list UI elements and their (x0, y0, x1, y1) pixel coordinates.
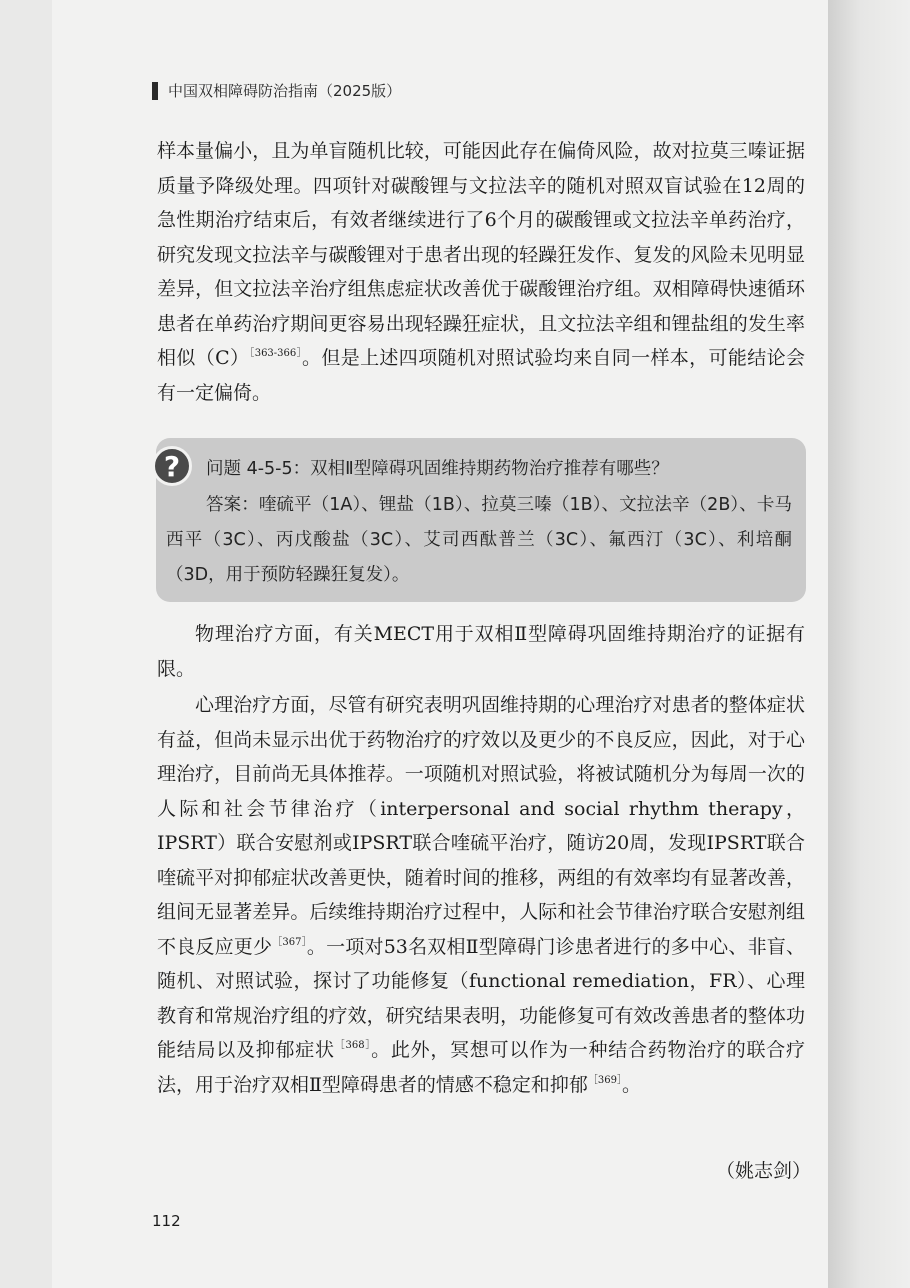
paragraph-3-part3: 。此外，冥想可以作为一种结合药物治疗的联合疗法，用于治疗双相Ⅱ型障碍患者的情感不稳定和抑郁 (157, 1039, 805, 1096)
paragraph-1-body: 样本量偏小，且为单盲随机比较，可能因此存在偏倚风险，故对拉莫三嗪证据质量予降级处理。四项针对碳酸锂与文拉法辛的随机对照双盲试验在12周的急性期治疗结束后，有效者继续进行了6个月的碳酸锂或文拉法辛单药治疗，研究发现文拉法辛与碳酸锂对于患者出现的轻躁狂发作、复发的风险未见明显差异，但文拉法辛治疗组焦虑症状改善优于碳酸锂治疗组。双相障碍快速循环患者在单药治疗期间更容易出现轻躁狂症状，且文拉法辛组和锂盐组的发生率相似（C） (157, 140, 805, 369)
paragraph-3 (157, 688, 805, 1102)
page-spine-shadow (828, 0, 910, 1288)
header-marker (152, 82, 158, 100)
qa-answer: 答案：喹硫平（1A）、锂盐（1B）、拉莫三嗪（1B）、文拉法辛（2B）、卡马西平（3C）、丙戊酸盐（3C）、艾司西酞普兰（3C）、氟西汀（3C）、利培酮（3D，用于预防轻躁狂复发）。 (166, 495, 792, 585)
paragraph-1-end: 。但是上述四项随机对照试验均来自同一样本，可能结论会有一定偏倚。 (157, 347, 805, 404)
paragraph-2-text: 物理治疗方面，有关MECT用于双相Ⅱ型障碍巩固维持期治疗的证据有限。 (157, 623, 805, 680)
running-header (152, 80, 401, 101)
paragraph-2 (157, 617, 805, 686)
paragraph-3-text (157, 688, 805, 1102)
citation-367: ［367］ (272, 936, 307, 948)
qa-question: 问题 4-5-5：双相Ⅱ型障碍巩固维持期药物治疗推荐有哪些？ (206, 459, 669, 479)
paragraph-1 (157, 134, 805, 410)
qa-box (156, 438, 806, 602)
citation-363-366: ［363-366］ (249, 348, 302, 359)
paragraph-3-part4: 。 (622, 1073, 642, 1096)
paragraph-3-part2: 。一项对53名双相Ⅱ型障碍门诊患者进行的多中心、非盲、随机、对照试验，探讨了功能修复（functional remediation，FR）、心理教育和常规治疗组的疗效，研究结果表明，功能修复可有效改善患者的整体功能结局以及抑郁症状 (157, 935, 805, 1061)
paragraph-3-part1: 心理治疗方面，尽管有研究表明巩固维持期的心理治疗对患者的整体症状有益，但尚未显示出优于药物治疗的疗效以及更少的不良反应，因此，对于心理治疗，目前尚无具体推荐。一项随机对照试验，将被试随机分为每周一次的人际和社会节律治疗（interpersonal and social rhythm therapy，IPSRT）联合安慰剂或IPSRT联合喹硫平治疗，随访20周，发现IPSRT联合喹硫平对抑郁症状改善更快，随着时间的推移，两组的有效率均有显著改善，组间无显著差异。后续维持期治疗过程中，人际和社会节律治疗联合安慰剂组不良反应更少 (157, 694, 805, 958)
section-author: （姚志剑） (716, 1160, 812, 1182)
citation-368: ［368］ (334, 1040, 372, 1051)
page-number: 112 (152, 1212, 181, 1230)
citation-369: ［369］ (587, 1074, 623, 1086)
question-mark-icon: ? (152, 446, 192, 486)
paragraph-1-text (157, 134, 805, 410)
header-title: 中国双相障碍防治指南（2025版） (168, 82, 402, 100)
